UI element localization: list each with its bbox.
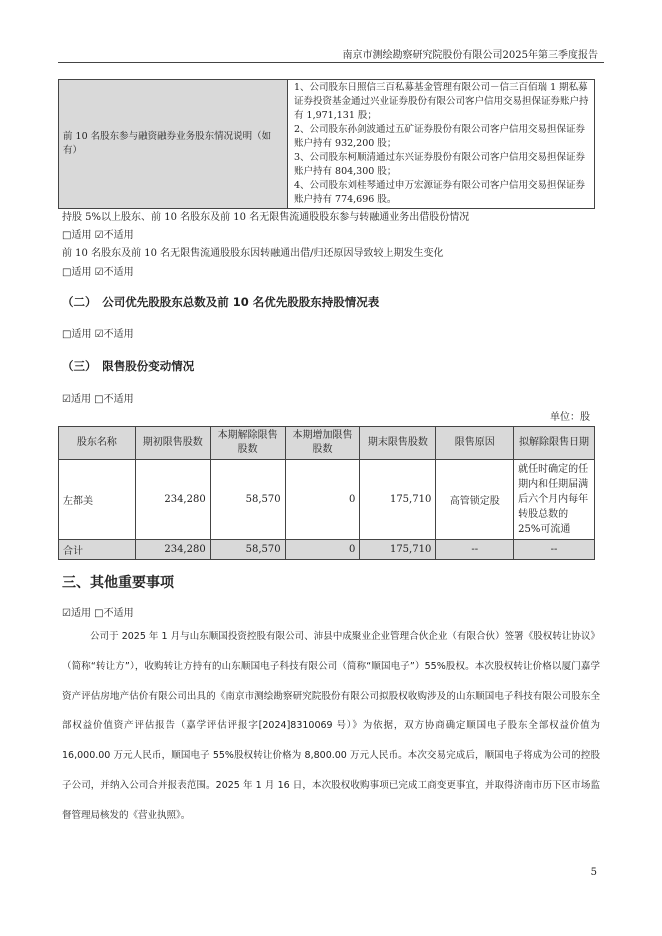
total-released: 58,570 bbox=[210, 540, 285, 560]
header-rule bbox=[58, 62, 604, 63]
cell-end: 175,710 bbox=[360, 460, 436, 540]
unit-label: 单位：股 bbox=[550, 412, 590, 423]
section3-option: ☑适用 □不适用 bbox=[62, 394, 134, 405]
margin-trading-details bbox=[288, 80, 595, 209]
margin-trading-table bbox=[58, 79, 595, 209]
section2-option: □适用 ☑不适用 bbox=[62, 329, 134, 340]
section3-title: （三） 限售股份变动情况 bbox=[62, 359, 195, 373]
restricted-shares-table bbox=[58, 426, 595, 560]
cell-name: 左都美 bbox=[59, 460, 136, 540]
col-header: 本期增加限售股数 bbox=[285, 427, 360, 460]
page-header: 南京市测绘勘察研究院股份有限公司2025年第三季度报告 bbox=[342, 50, 598, 61]
part3-title: 三、其他重要事项 bbox=[62, 575, 174, 591]
margin-trading-label: 前 10 名股东参与融资融券业务股东情况说明（如有） bbox=[59, 80, 288, 209]
total-name: 合计 bbox=[59, 540, 136, 560]
margin-line: 1、公司股东日照信三百私募基金管理有限公司－信三百佰瑞 1 期私募证券投资基金通过兴业证券股份有限公司客户信用交易担保证券账户持有 1,971,131 股； bbox=[294, 82, 589, 121]
total-start: 234,280 bbox=[135, 540, 210, 560]
margin-line: 4、公司股东刘桂琴通过申万宏源证券有限公司客户信用交易担保证券账户持有 774,696 股。 bbox=[294, 180, 586, 205]
lending-title: 持股 5%以上股东、前 10 名股东及前 10 名无限售流通股股东参与转融通业务出借股份情况 bbox=[62, 212, 470, 223]
lending-option: □适用 ☑不适用 bbox=[62, 230, 134, 241]
total-added: 0 bbox=[285, 540, 360, 560]
cell-reason: 高管锁定股 bbox=[436, 460, 514, 540]
col-header: 期初限售股数 bbox=[135, 427, 210, 460]
table-row bbox=[59, 460, 595, 540]
col-header: 限售原因 bbox=[436, 427, 514, 460]
part3-option: ☑适用 □不适用 bbox=[62, 608, 134, 619]
cell-added: 0 bbox=[285, 460, 360, 540]
col-header: 本期解除限售股数 bbox=[210, 427, 285, 460]
margin-line: 3、公司股东柯顺清通过东兴证券股份有限公司客户信用交易担保证券账户持有 804,300 股； bbox=[294, 152, 586, 177]
change-title: 前 10 名股东及前 10 名无限售流通股股东因转融通出借/归还原因导致较上期发生变化 bbox=[62, 248, 444, 259]
cell-start: 234,280 bbox=[135, 460, 210, 540]
col-header: 期末限售股数 bbox=[360, 427, 436, 460]
total-end: 175,710 bbox=[360, 540, 436, 560]
cell-date: 就任时确定的任期内和任期届满后六个月内每年转股总数的 25%可流通 bbox=[514, 460, 595, 540]
part3-paragraph: 公司于 2025 年 1 月与山东顺国投资控股有限公司、沛县中成聚业企业管理合伙企业（有限合伙）签署《股权转让协议》（简称“转让方”），收购转让方持有的山东顺国电子科技有限公司（简称“顺国电子”）55%股权。本次股权转让价格以厦门嘉学资产评估房地产估价有限公司出具的《南京市测绘勘察研究院股份有限公司拟股权收购涉及的山东顺国电子科技有限公司股东全部权益价值资产评估报告（嘉学评估评报字[2024]8310069 号）》为依据，双方协商确定顺国电子股东全部权益价值为 16,000.00 万元人民币，顺国电子 55%股权转让价格为 8,800.00 万元人民币。本次交易完成后，顺国电子将成为公司的控股子公司，并纳入公司合并报表范围。2025 年 1 月 16 日，本次股权收购事项已完成工商变更事宜，并取得济南市历下区市场监督管理局核发的《营业执照》。 bbox=[62, 631, 600, 821]
total-row bbox=[59, 540, 595, 560]
section2-title: （二） 公司优先股股东总数及前 10 名优先股股东持股情况表 bbox=[62, 295, 380, 309]
page-number: 5 bbox=[590, 867, 597, 878]
total-date: -- bbox=[514, 540, 595, 560]
col-header: 拟解除限售日期 bbox=[514, 427, 595, 460]
total-reason: -- bbox=[436, 540, 514, 560]
cell-released: 58,570 bbox=[210, 460, 285, 540]
change-option: □适用 ☑不适用 bbox=[62, 267, 134, 278]
col-header: 股东名称 bbox=[59, 427, 136, 460]
margin-line: 2、公司股东孙剑波通过五矿证券股份有限公司客户信用交易担保证券账户持有 932,200 股； bbox=[294, 124, 586, 149]
